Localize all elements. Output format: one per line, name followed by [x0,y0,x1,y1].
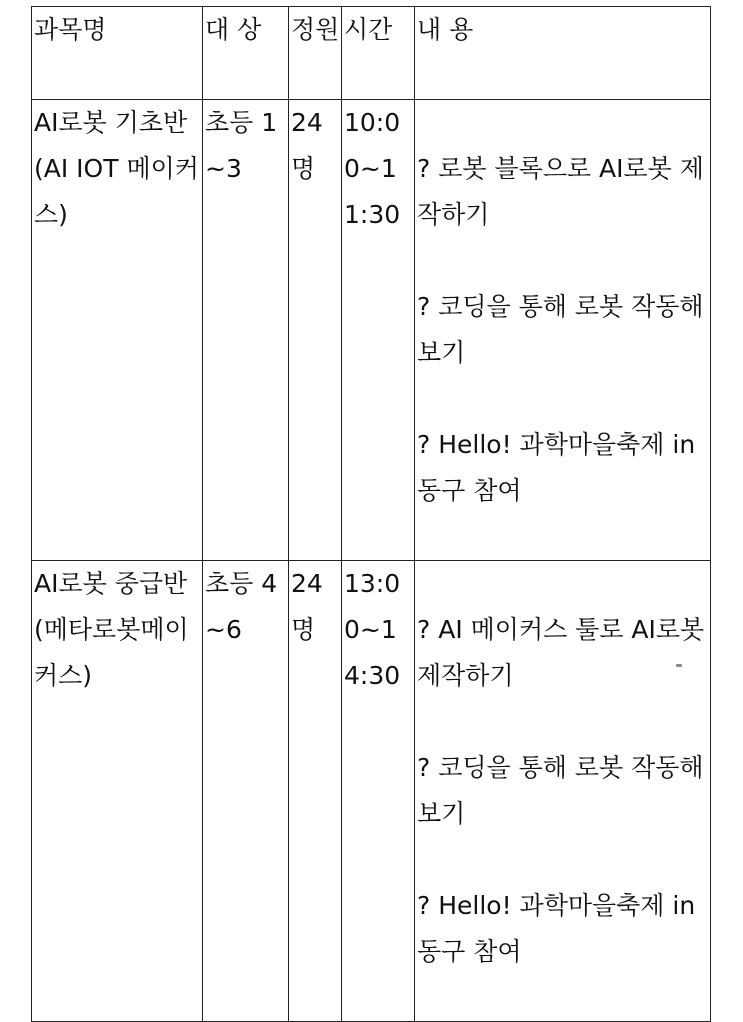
header-content: 내 용 [415,7,711,100]
cell-target: 초등 1~3 [203,100,289,561]
table-header [32,7,711,100]
header-capacity: 정원 [289,7,342,100]
cell-capacity: 24명 [289,100,342,561]
table-body [32,100,711,1022]
content-item: ? 로봇 블록으로 AI로봇 제작하기 [417,154,704,229]
header-target: 대 상 [203,7,289,100]
cell-content [415,561,711,1022]
cell-content [415,100,711,561]
header-time: 시간 [342,7,415,100]
cell-subject: AI로봇 중급반 (메타로봇메이커스) [32,561,203,1022]
content-item: ? 코딩을 통해 로봇 작동해보기 [417,753,704,828]
cell-subject: AI로봇 기초반 (AI IOT 메이커스) [32,100,203,561]
table-row [32,561,711,1022]
content-item: ? Hello! 과학마을축제 in 동구 참여 [417,430,696,505]
header-row [32,7,711,100]
cell-time: 13:00~14:30 [342,561,415,1022]
course-table [31,6,711,1022]
cell-time: 10:00~11:30 [342,100,415,561]
table-row [32,100,711,561]
cell-capacity: 24명 [289,561,342,1022]
cell-target: 초등 4~6 [203,561,289,1022]
content-item: ? 코딩을 통해 로봇 작동해보기 [417,292,704,367]
content-item: ? Hello! 과학마을축제 in 동구 참여 [417,891,696,966]
content-item: ? AI 메이커스 툴로 AI로봇 제작하기 [417,615,705,690]
header-subject: 과목명 [32,7,203,100]
page-mark [676,664,682,667]
